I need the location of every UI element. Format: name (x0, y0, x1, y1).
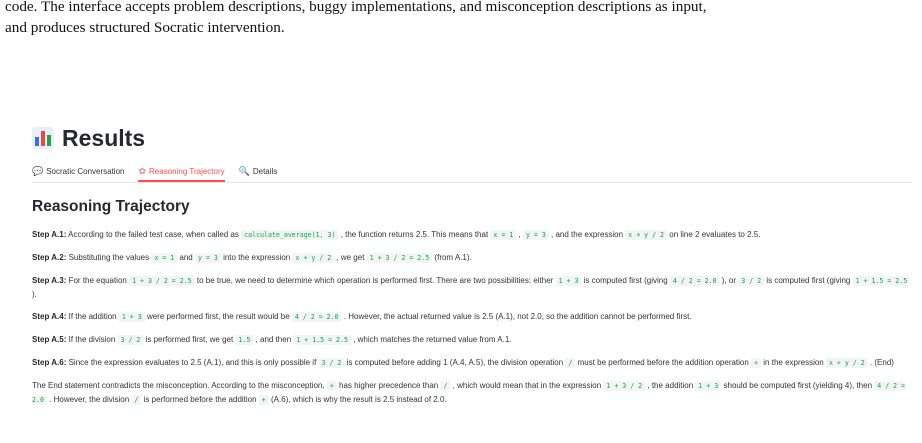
tab-label: Reasoning Trajectory (149, 167, 225, 176)
tab-label: Socratic Conversation (46, 167, 125, 176)
text-fragment: , and then (253, 335, 294, 344)
text-fragment: For the equation (66, 276, 130, 285)
text-fragment: ), or (719, 276, 739, 285)
code-snippet: 3 / 2 (319, 358, 345, 368)
text-fragment: is performed before the addition (141, 395, 259, 404)
step-a1 (32, 228, 912, 242)
step-a2 (32, 251, 912, 265)
code-snippet: 4 / 2 = 2.0 (32, 382, 906, 404)
code-snippet: 1 + 3 (695, 381, 721, 391)
text-fragment: , (516, 230, 523, 239)
text-fragment: (from A.1). (432, 253, 472, 262)
text-fragment: Step A.3: (32, 276, 67, 285)
text-fragment: to be true, we need to determine which operation is performed first. There are two possibilities: either (194, 276, 556, 285)
code-snippet: x + y / 2 (826, 358, 868, 368)
code-snippet: 1 + 3 / 2 = 2.5 (367, 253, 433, 263)
speech-bubble-icon: 💬 (32, 166, 44, 176)
step-a6 (32, 356, 912, 370)
code-snippet: + (327, 381, 337, 391)
text-fragment: were performed first, the result would be (144, 312, 292, 321)
code-snippet: 1.5 (235, 335, 253, 345)
code-snippet: 1 + 1.5 = 2.5 (293, 335, 351, 345)
code-snippet: 3 / 2 (738, 276, 764, 286)
tab-socratic-conversation[interactable] (32, 167, 124, 182)
intro-line-2: and produces structured Socratic intervention. (5, 19, 285, 36)
text-fragment: is performed first, we get (143, 335, 236, 344)
text-fragment: Step A.1: (32, 230, 67, 239)
reasoning-steps (32, 228, 912, 407)
text-fragment: Step A.2: (32, 253, 67, 262)
text-fragment: Substituting the values (66, 253, 152, 262)
code-snippet: y = 3 (523, 230, 549, 240)
section-title: Reasoning Trajectory (32, 198, 190, 215)
text-fragment: in the expression (761, 358, 826, 367)
code-snippet: x + y / 2 (292, 253, 334, 263)
bar-chart-icon (32, 127, 54, 149)
text-fragment: and (177, 253, 195, 262)
text-fragment: on line 2 evaluates to 2.5. (667, 230, 761, 239)
tab-reasoning-trajectory[interactable] (138, 167, 224, 182)
code-snippet: x = 1 (151, 253, 177, 263)
text-fragment: is computed first (giving (581, 276, 670, 285)
text-fragment: , which would mean that in the expression (450, 381, 604, 390)
results-header (32, 122, 912, 154)
text-fragment: should be computed first (yielding 4), then (721, 381, 875, 390)
text-fragment: must be performed before the addition operation (575, 358, 752, 367)
text-fragment: , the addition (645, 381, 696, 390)
conclusion (32, 379, 912, 407)
code-snippet: 1 + 3 (119, 312, 145, 322)
results-panel (32, 122, 912, 416)
code-snippet: y = 3 (195, 253, 221, 263)
tab-details[interactable] (239, 167, 278, 182)
code-snippet: x + y / 2 (625, 230, 667, 240)
tab-bar (32, 162, 912, 183)
text-fragment: into the expression (220, 253, 293, 262)
text-fragment: Since the expression evaluates to 2.5 (A.1), and this is only possible if (66, 358, 319, 367)
code-snippet: calculate_average(1, 3) (241, 230, 338, 240)
intro-text (5, 0, 917, 38)
text-fragment: (A.6), which is why the result is 2.5 instead of 2.0. (268, 395, 447, 404)
code-snippet: 1 + 3 / 2 = 2.5 (129, 276, 195, 286)
results-title: Results (62, 124, 146, 151)
text-fragment: is computed first (giving (764, 276, 853, 285)
code-snippet: / (440, 381, 450, 391)
tab-label: Details (252, 167, 278, 176)
text-fragment: has higher precedence than (336, 381, 441, 390)
code-snippet: / (131, 395, 141, 405)
step-a4 (32, 310, 912, 324)
brain-icon: ✿ (138, 166, 147, 176)
text-fragment: , which matches the returned value from A.1. (350, 335, 512, 344)
text-fragment: . However, the actual returned value is 2.5 (A.1), not 2.0, so the addition cannot be performed first. (341, 312, 692, 321)
text-fragment: , and the expression (548, 230, 626, 239)
code-snippet: + (259, 395, 269, 405)
text-fragment: ). (32, 290, 37, 299)
text-fragment: According to the failed test case, when called as (66, 230, 242, 239)
code-snippet: 4 / 2 = 2.0 (670, 276, 720, 286)
code-snippet: 4 / 2 = 2.0 (292, 312, 342, 322)
text-fragment: The End statement contradicts the misconception. According to the misconception, (32, 381, 327, 390)
code-snippet: 1 + 3 (556, 276, 582, 286)
text-fragment: Step A.6: (32, 358, 67, 367)
magnifier-icon: 🔍 (238, 166, 250, 176)
step-a3 (32, 274, 912, 301)
code-snippet: x = 1 (490, 230, 516, 240)
text-fragment: , the function returns 2.5. This means that (338, 230, 491, 239)
text-fragment: Step A.5: (32, 335, 67, 344)
code-snippet: 3 / 2 (118, 335, 144, 345)
text-fragment: . However, the division (46, 395, 132, 404)
text-fragment: If the division (66, 335, 118, 344)
code-snippet: 1 + 3 / 2 (603, 381, 645, 391)
code-snippet: 1 + 1.5 = 2.5 (853, 276, 911, 286)
text-fragment: is computed before adding 1 (A.4, A.5), the division operation (344, 358, 566, 367)
step-a5 (32, 333, 912, 347)
text-fragment: , we get (334, 253, 367, 262)
text-fragment: . (End) (867, 358, 894, 367)
text-fragment: If the addition (66, 312, 119, 321)
text-fragment: Step A.4: (32, 312, 67, 321)
code-snippet: / (565, 358, 575, 368)
intro-line-1: code. The interface accepts problem descriptions, buggy implementations, and misconception descriptions as input, (5, 0, 707, 15)
code-snippet: + (751, 358, 761, 368)
